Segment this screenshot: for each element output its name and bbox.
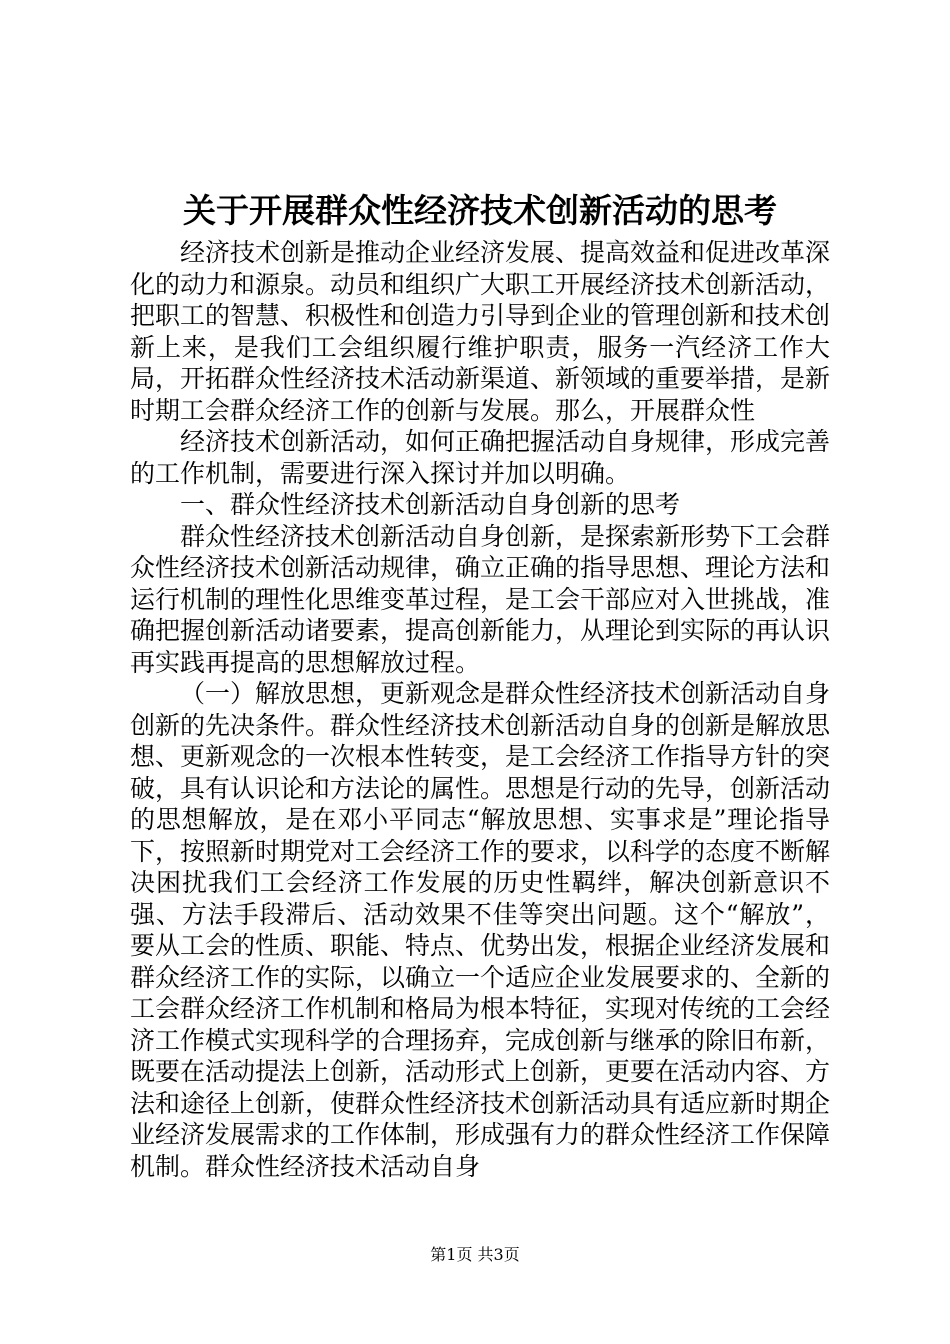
section-heading: 一、群众性经济技术创新活动自身创新的思考 bbox=[180, 490, 681, 519]
document-title: 关于开展群众性经济技术创新活动的思考 bbox=[183, 191, 777, 230]
paragraph: 经济技术创新是推动企业经济发展、提高效益和促进改革深化的动力和源泉。动员和组织广大职工开展经济技术创新活动，把职工的智慧、积极性和创造力引导到企业的管理创新和技术创新上来，是我们工会组织履行维护职责，服务一汽经济工作大局，开拓群众性经济技术活动新渠道、新领域的重要举措，是新时期工会群众经济工作的创新与发展。那么，开展群众性 bbox=[130, 238, 831, 425]
document-body bbox=[130, 237, 830, 1182]
page-footer: 第1页 共3页 bbox=[430, 1245, 520, 1264]
paragraph: 群众性经济技术创新活动自身创新，是探索新形势下工会群众性经济技术创新活动规律，确立正确的指导思想、理论方法和运行机制的理性化思维变革过程，是工会干部应对入世挑战，准确把握创新活动诸要素，提高创新能力，从理论到实际的再认识再实践再提高的思想解放过程。 bbox=[130, 521, 831, 677]
paragraph: 经济技术创新活动，如何正确把握活动自身规律，形成完善的工作机制，需要进行深入探讨并加以明确。 bbox=[130, 427, 831, 488]
document-page bbox=[130, 185, 830, 1182]
paragraph: （一）解放思想，更新观念是群众性经济技术创新活动自身创新的先决条件。群众性经济技术创新活动自身的创新是解放思想、更新观念的一次根本性转变，是工会经济工作指导方针的突破，具有认识论和方法论的属性。思想是行动的先导，创新活动的思想解放，是在邓小平同志“解放思想、实事求是”理论指导下，按照新时期党对工会经济工作的要求，以科学的态度不断解决困扰我们工会经济工作发展的历史性羁绊，解决创新意识不强、方法手段滞后、活动效果不佳等突出问题。这个“解放”，要从工会的性质、职能、特点、优势出发，根据企业经济发展和群众经济工作的实际，以确立一个适应企业发展要求的、全新的工会群众经济工作机制和格局为根本特征，实现对传统的工会经济工作模式实现科学的合理扬弃，完成创新与继承的除旧布新，既要在活动提法上创新，活动形式上创新，更要在活动内容、方法和途径上创新，使群众性经济技术创新活动具有适应新时期企业经济发展需求的工作体制，形成强有力的群众性经济工作保障机制。群众性经济技术活动自身 bbox=[130, 679, 831, 1181]
